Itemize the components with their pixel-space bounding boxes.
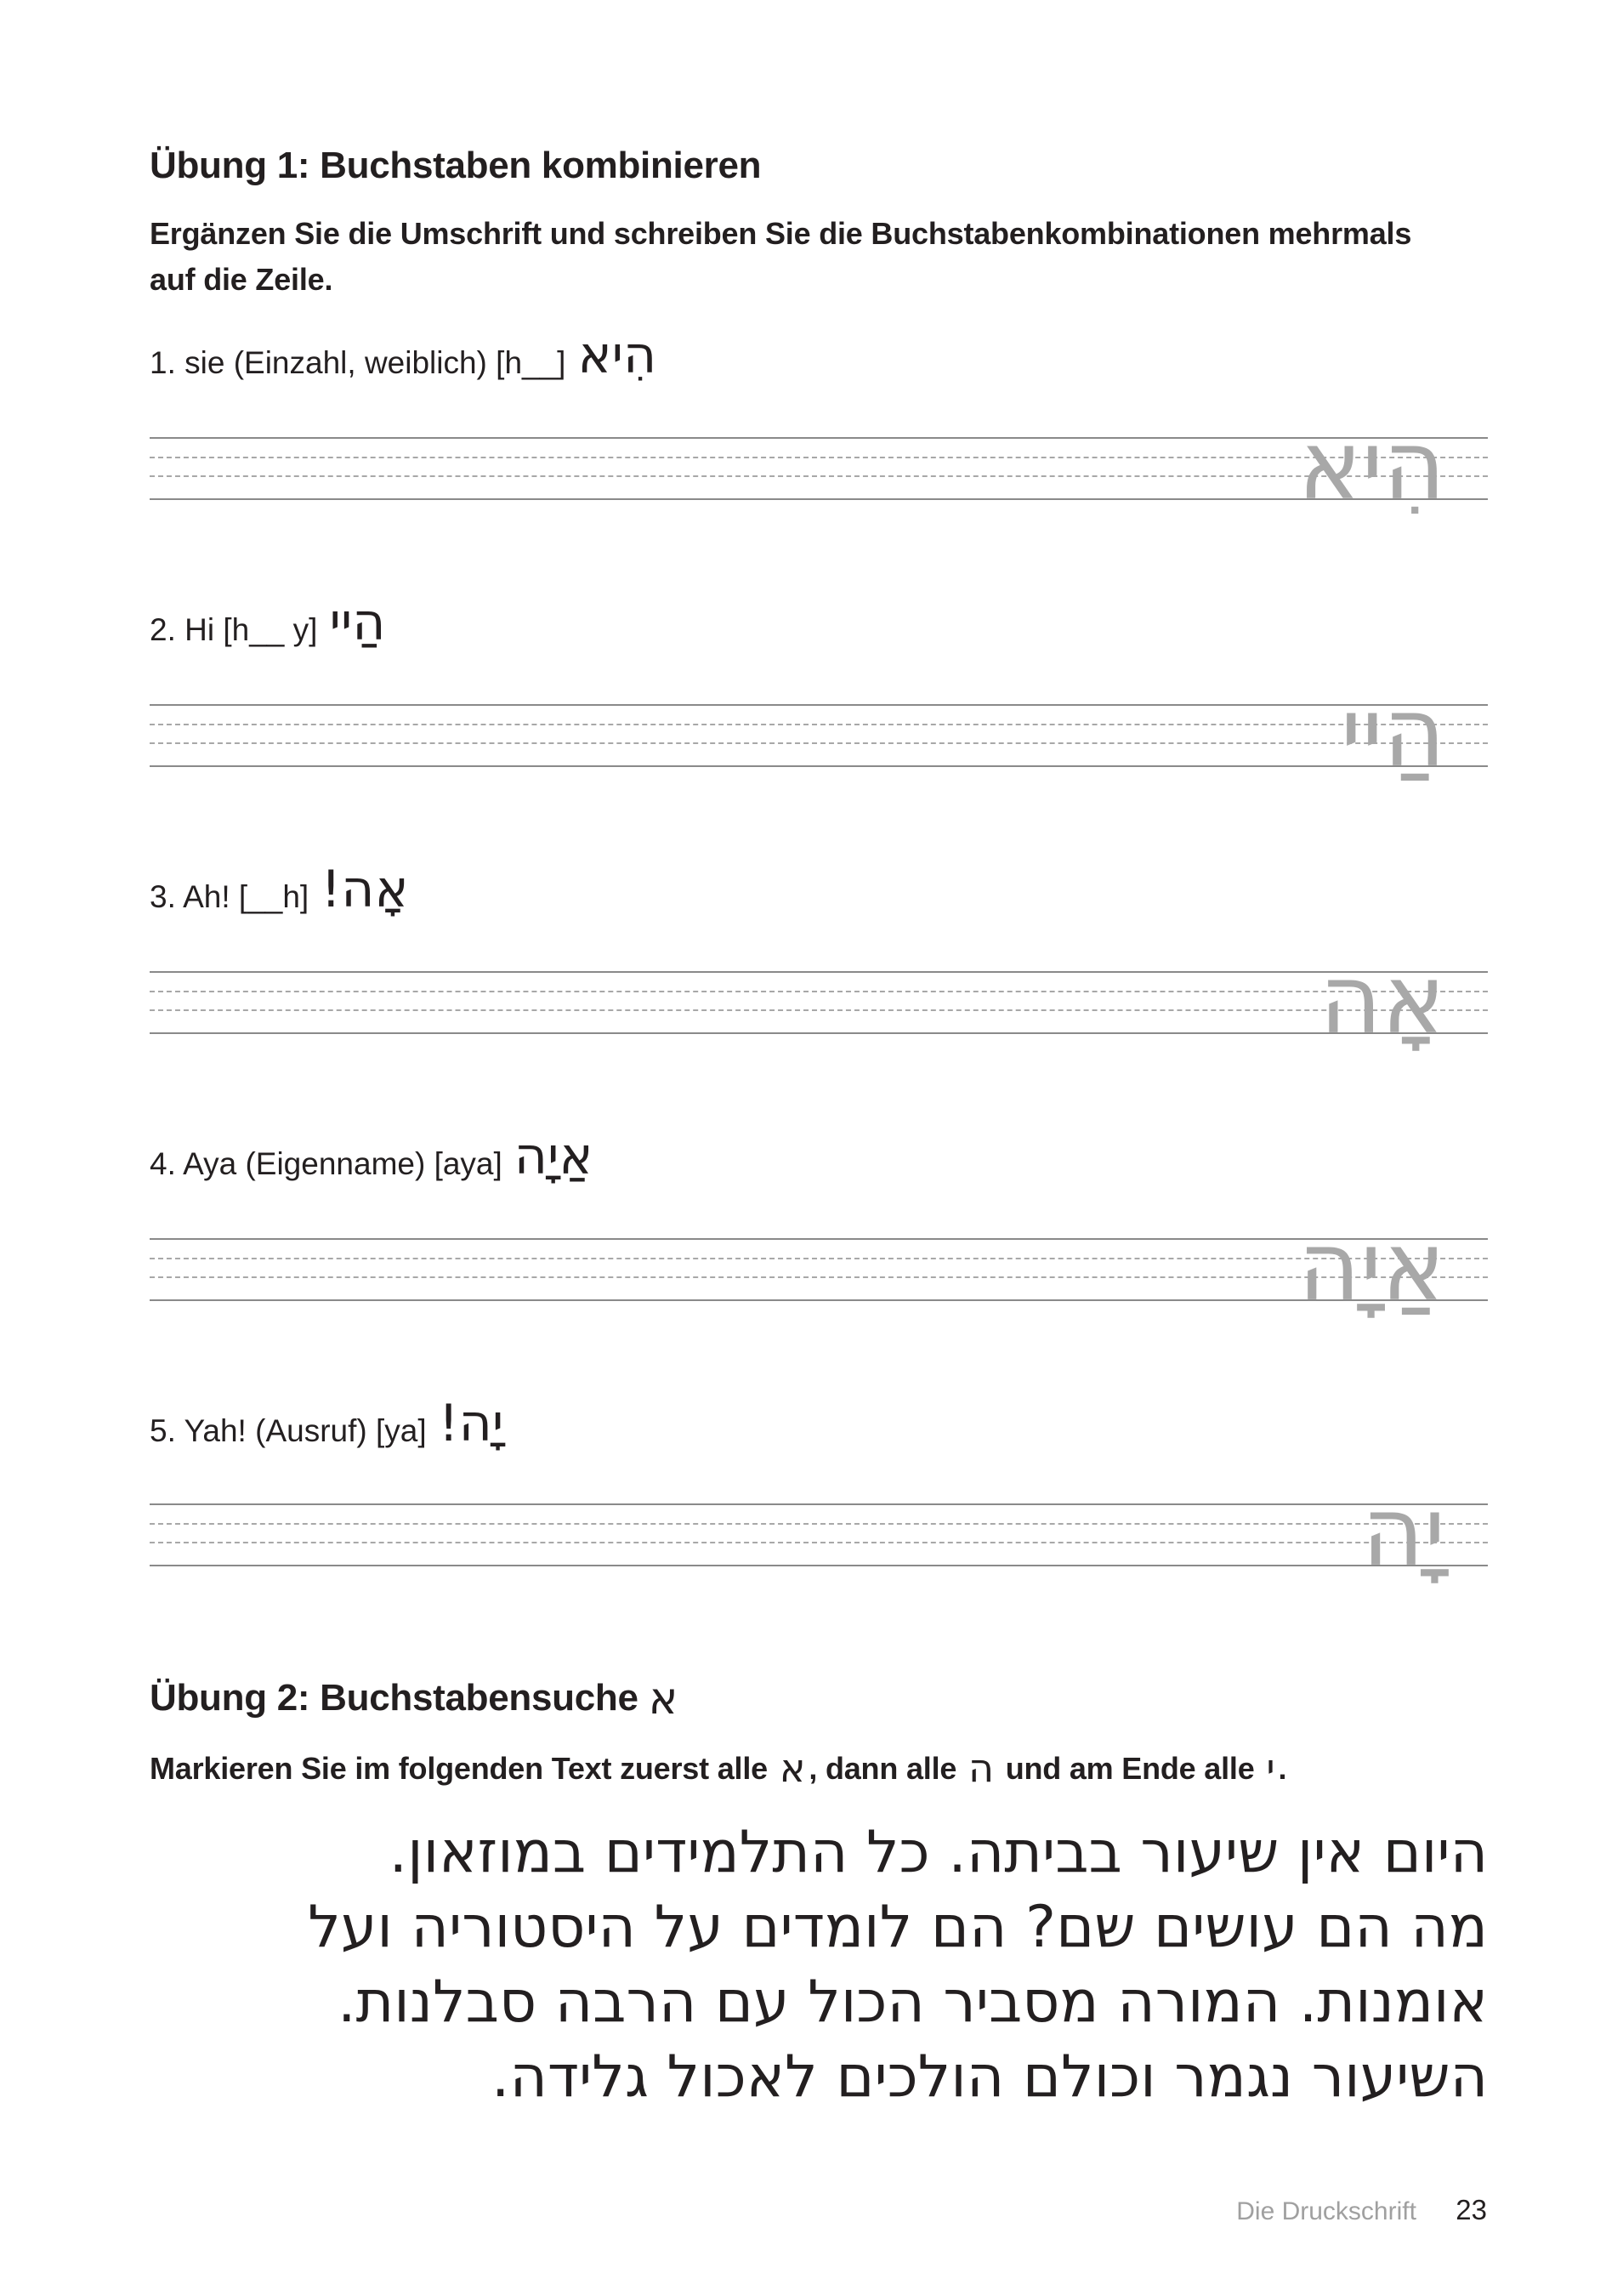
exercise-item-5 <box>150 1394 504 1453</box>
item-label: 3. Ah! [__h] <box>150 879 309 914</box>
exercise2-title <box>150 1674 678 1725</box>
exercise-item-4 <box>150 1127 593 1186</box>
writing-line-3[interactable] <box>150 945 1488 1055</box>
passage-line: אומנות. המורה מסביר הכול עם הרבה סבלנות. <box>337 1969 1488 2036</box>
exercise-item-2 <box>150 593 386 652</box>
exercise1-instruction-line2: auf die Zeile. <box>150 262 333 297</box>
trace-word: הַיי <box>1340 678 1445 788</box>
instruction-part1: Markieren Sie im folgenden Text zuerst alle <box>150 1751 768 1786</box>
writing-line-5[interactable] <box>150 1477 1488 1588</box>
instruction-part2: , dann alle <box>809 1751 957 1786</box>
passage-line: השיעור נגמר וכולם הולכים לאכול גלידה. <box>491 2043 1488 2111</box>
item-label: 2. Hi [h__ y] <box>150 612 318 647</box>
exercise1-instruction <box>150 211 1411 303</box>
passage-line: מה הם עושים שם? הם לומדים על היסטוריה ועל <box>308 1894 1488 1961</box>
item-hebrew-word: אָה! <box>321 860 409 919</box>
exercise-item-1 <box>150 326 657 385</box>
writing-line-2[interactable] <box>150 678 1488 788</box>
exercise2-instruction <box>150 1745 1286 1792</box>
exercise1-instruction-line1: Ergänzen Sie die Umschrift und schreiben Sie die Buchstabenkombinationen mehrmals <box>150 216 1412 251</box>
exercise2-title-letter: א <box>648 1674 678 1725</box>
instruction-part3: und am Ende alle <box>1005 1751 1255 1786</box>
item-hebrew-word: אַיָה <box>514 1127 593 1186</box>
item-hebrew-word: יָה! <box>438 1394 504 1453</box>
page-number: 23 <box>1456 2194 1487 2225</box>
passage-line: היום אין שיעור בביתה. כל התלמידים במוזאון. <box>389 1819 1488 1886</box>
exercise2-title-text: Übung 2: Buchstabensuche <box>150 1677 638 1719</box>
page-footer <box>1236 2194 1487 2226</box>
trace-word: הִיא <box>1297 411 1445 521</box>
letter-yod: י <box>1266 1745 1275 1791</box>
exercise1-title: Übung 1: Buchstaben kombinieren <box>150 145 762 186</box>
trace-word: אַיָה <box>1297 1212 1445 1322</box>
writing-line-1[interactable] <box>150 411 1488 521</box>
item-label: 1. sie (Einzahl, weiblich) [h__] <box>150 345 566 380</box>
exercise-item-3 <box>150 860 409 919</box>
instruction-end: . <box>1278 1751 1287 1786</box>
writing-line-4[interactable] <box>150 1212 1488 1322</box>
item-label: 4. Aya (Eigenname) [aya] <box>150 1146 502 1181</box>
trace-word: יָה <box>1361 1477 1445 1588</box>
trace-word: אָה <box>1319 945 1445 1055</box>
letter-alef: א <box>779 1745 806 1791</box>
letter-he: ה <box>968 1745 994 1791</box>
footer-section: Die Druckschrift <box>1236 2197 1416 2225</box>
item-hebrew-word: הַיי <box>329 593 386 652</box>
hebrew-passage <box>145 1816 1488 2115</box>
item-hebrew-word: הִיא <box>577 326 657 385</box>
item-label: 5. Yah! (Ausruf) [ya] <box>150 1413 427 1448</box>
